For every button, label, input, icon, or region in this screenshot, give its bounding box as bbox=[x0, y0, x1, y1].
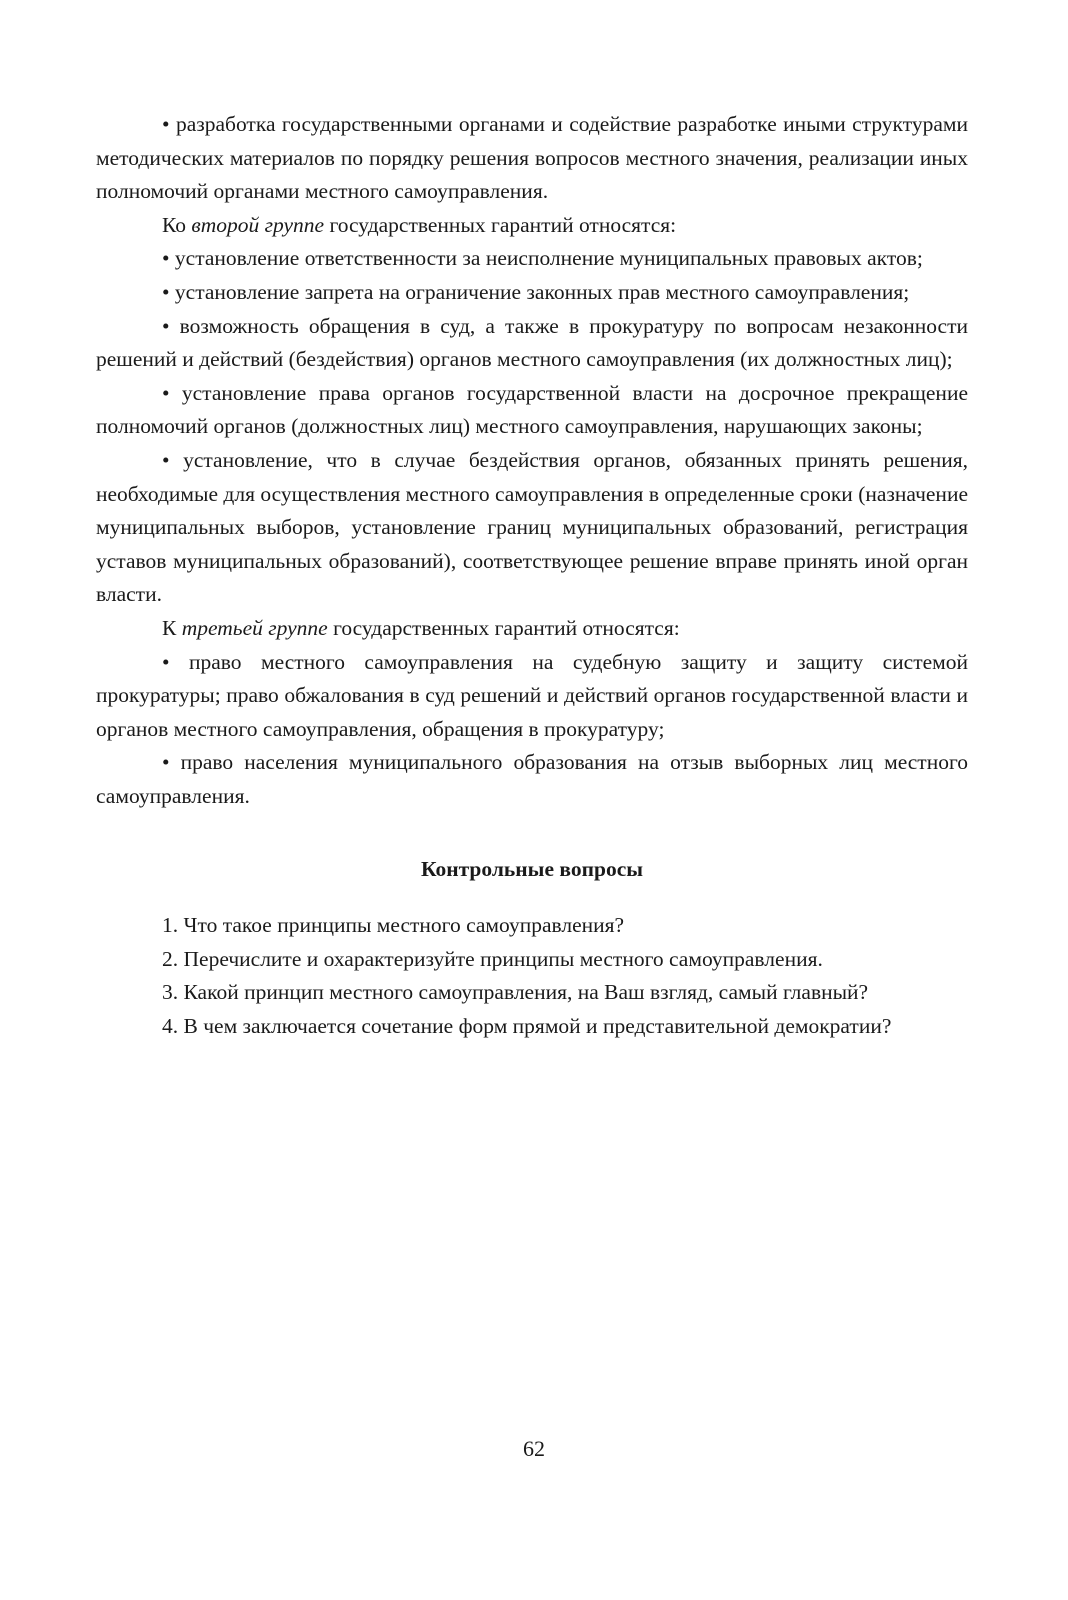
section-heading: Контрольные вопросы bbox=[420, 857, 644, 882]
text-segment: государственных гарантий относятся: bbox=[324, 212, 677, 237]
question-item: 2. Перечислите и охарактеризуйте принципы местного самоуправления. bbox=[162, 946, 823, 971]
page-content bbox=[96, 108, 968, 1043]
paragraph-bullet-2: • установление ответственности за неисполнение муниципальных правовых актов; bbox=[162, 246, 923, 271]
paragraph-second-group bbox=[96, 209, 968, 243]
text-segment: государственных гарантий относятся: bbox=[327, 615, 680, 640]
paragraph-bullet-3: • установление запрета на ограничение законных прав местного самоуправления; bbox=[162, 279, 910, 304]
paragraph-bullet-6: • установление, что в случае бездействия органов, обязанных принять решения, необходимые для осуществления местного самоуправления в определенные сроки (назначение муниципальных выборов, установление границ муниципальных образований, регистрация уставов муниципальных образований), соответствующее решение вправе принять иной орган власти. bbox=[96, 447, 968, 607]
emphasis-text: второй группе bbox=[191, 212, 325, 237]
question-item: 4. В чем заключается сочетание форм прямой и представительной демократии? bbox=[162, 1013, 892, 1038]
paragraph-bullet-5: • установление права органов государственной власти на досрочное прекращение полномочий органов (должностных лиц) местного самоуправления, нарушающих законы; bbox=[96, 380, 968, 439]
emphasis-text: третьей группе bbox=[181, 615, 328, 640]
question-item: 3. Какой принцип местного самоуправления, на Ваш взгляд, самый главный? bbox=[162, 980, 869, 1005]
page-number: 62 bbox=[523, 1436, 545, 1461]
text-segment: К bbox=[162, 615, 182, 640]
paragraph-third-group bbox=[96, 612, 968, 646]
paragraph-bullet-8: • право населения муниципального образования на отзыв выборных лиц местного самоуправления. bbox=[96, 750, 968, 808]
text-segment: Ко bbox=[162, 212, 192, 237]
question-item: 1. Что такое принципы местного самоуправления? bbox=[162, 913, 625, 938]
paragraph-bullet-7: • право местного самоуправления на судебную защиту и защиту системой прокуратуры; право обжалования в суд решений и действий органов государственной власти и органов местного самоуправления, обращения в прокуратуру; bbox=[96, 649, 968, 741]
paragraph-bullet-4: • возможность обращения в суд, а также в прокуратуру по вопросам незаконности решений и действий (бездействия) органов местного самоуправления (их должностных лиц); bbox=[96, 313, 968, 372]
paragraph-bullet-1: • разработка государственными органами и содействие разработке иными структурами методических материалов по порядку решения вопросов местного значения, реализации иных полномочий органами местного самоуправления. bbox=[96, 112, 968, 204]
